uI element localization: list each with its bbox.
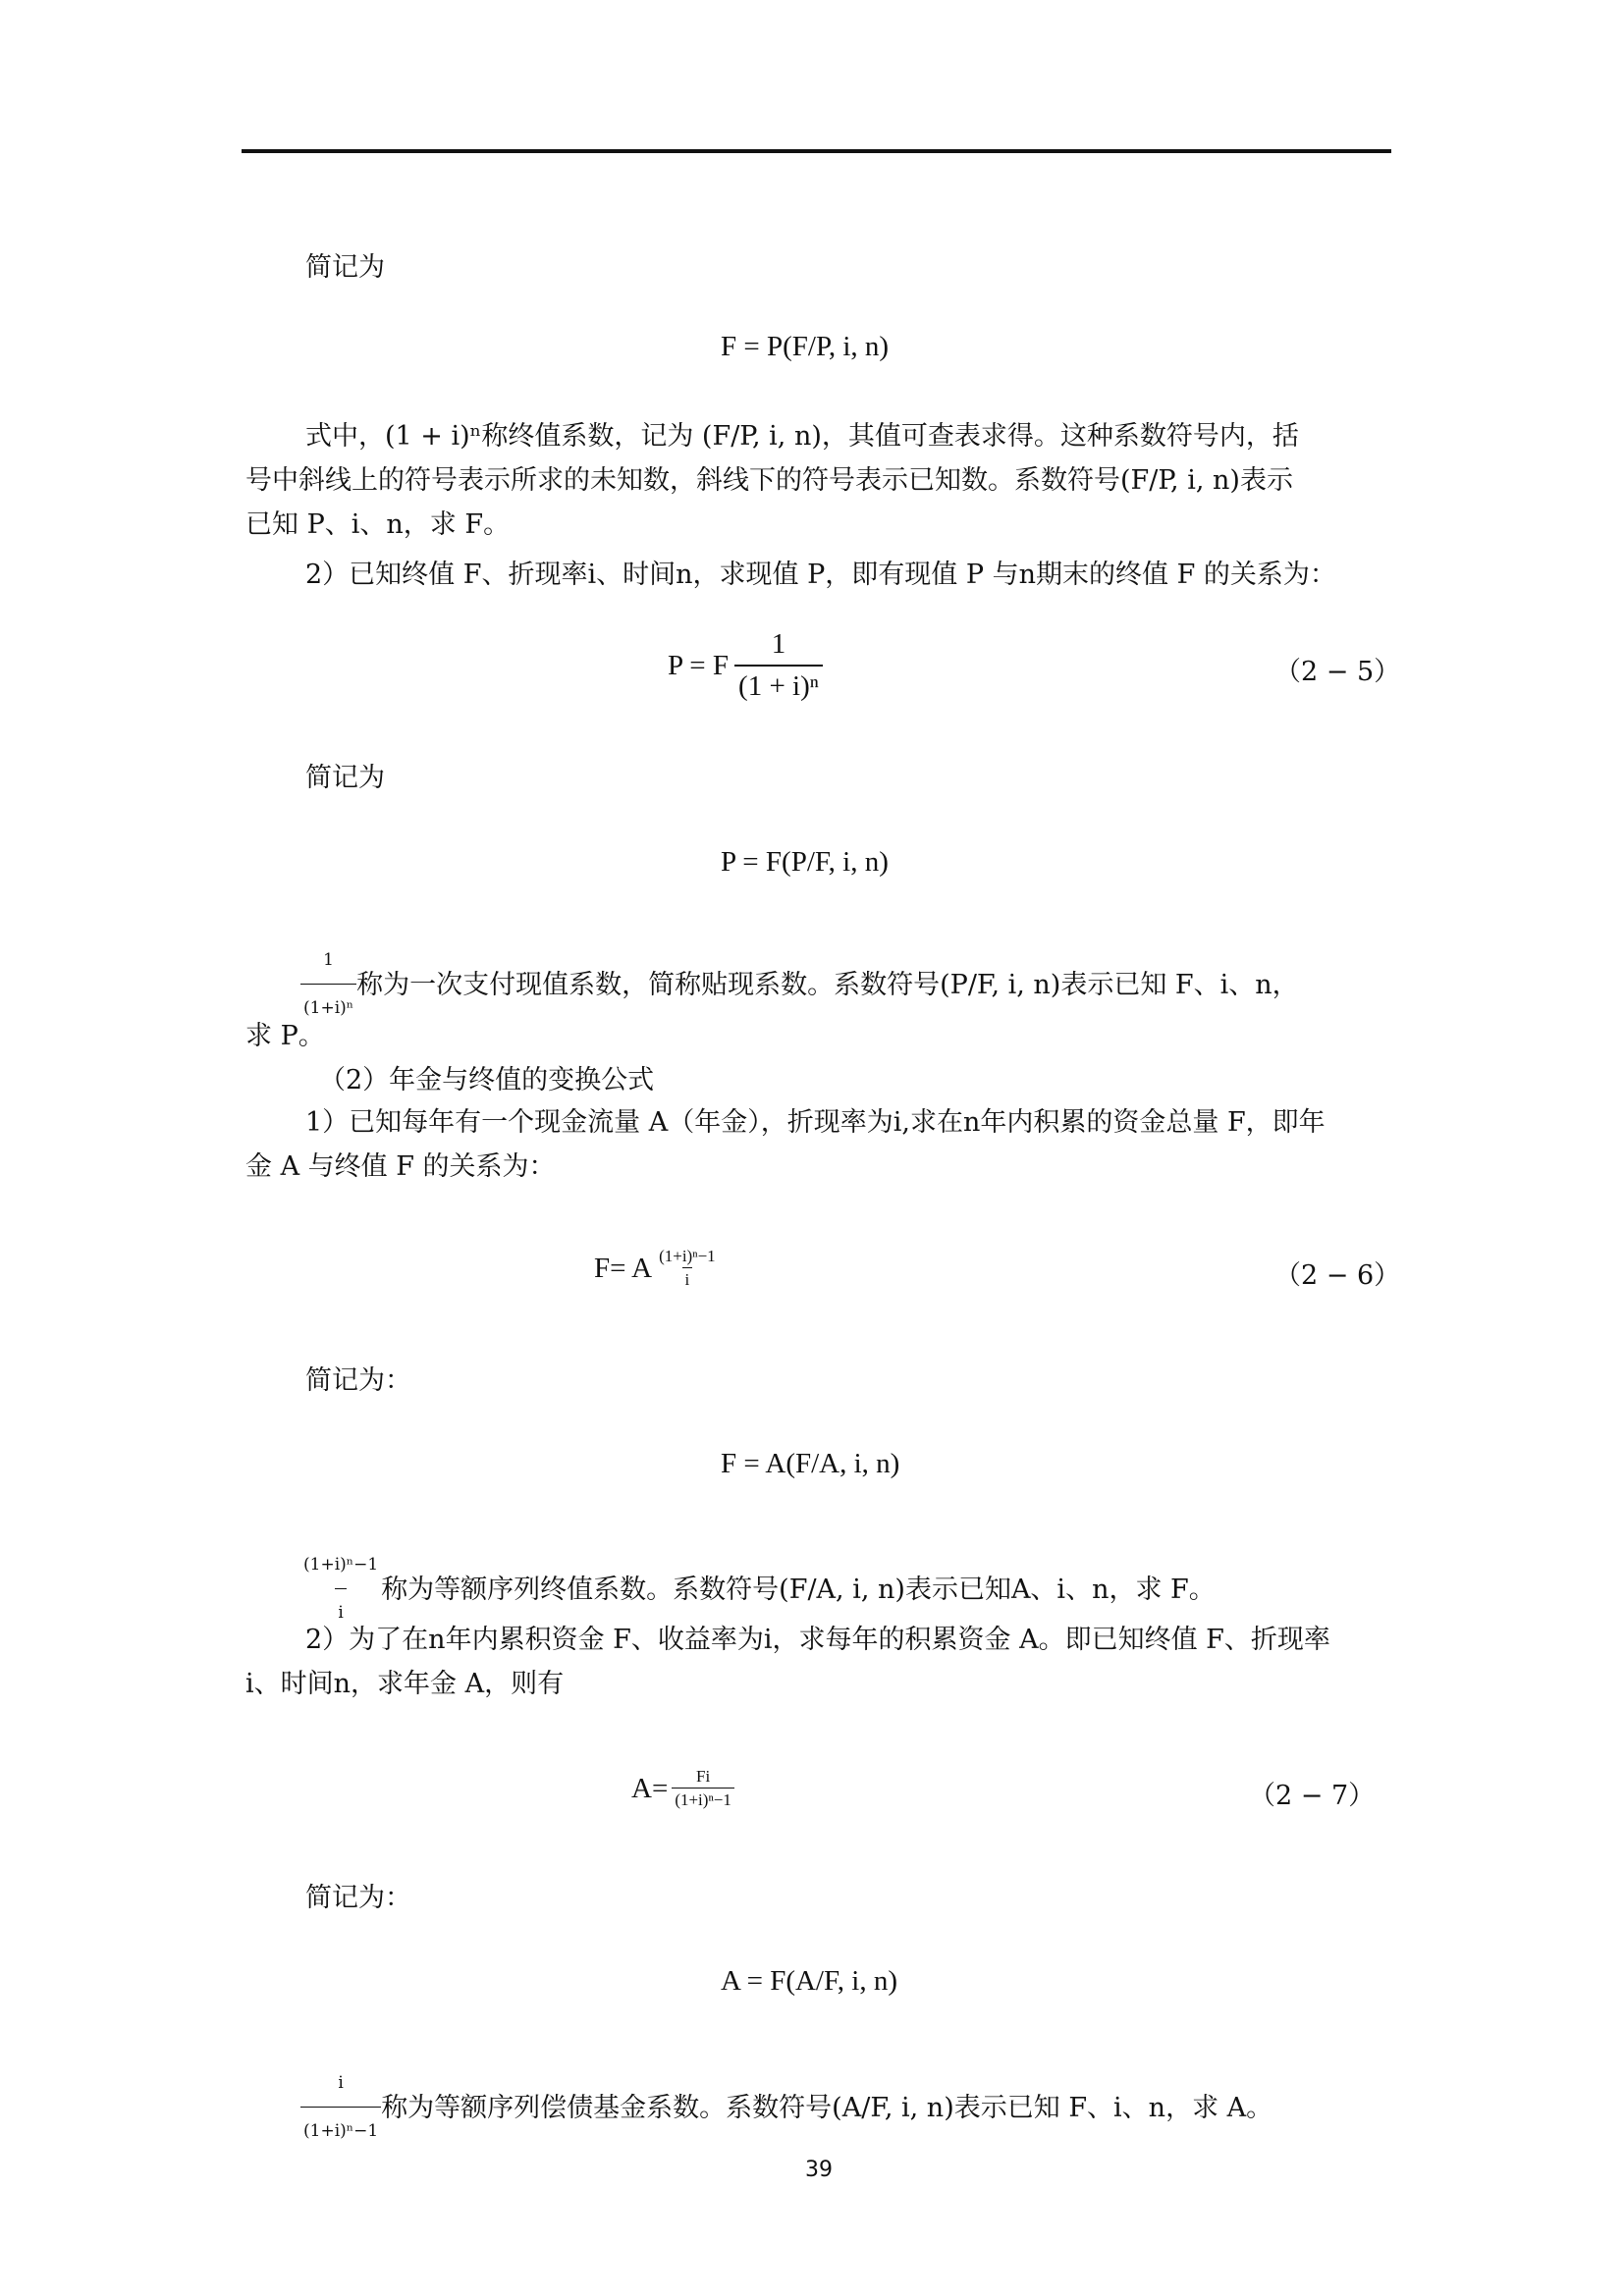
text-jianjiwei-4: 简记为： [305, 1883, 411, 1913]
header-rule [242, 149, 1391, 153]
page-number: 39 [805, 2158, 833, 2182]
equation-lhs: F= A [594, 1252, 653, 1284]
text-jianjiwei-1: 简记为 [305, 252, 385, 283]
inline-fraction [300, 2061, 381, 2154]
equation-f-p: F = P(F/P, i, n) [721, 331, 890, 362]
paragraph-line: 2）已知终值 F、折现率i、时间n，求现值 P，即有现值 P 与n期末的终值 F 的关系为： [305, 560, 1336, 590]
paragraph-line: 2）为了在n年内累积资金 F、收益率为i，求每年的积累资金 A。即已知终值 F、折现率 [305, 1625, 1330, 1655]
equation-number: （2 − 7） [1249, 1781, 1376, 1811]
equation-a-f: A = F(A/F, i, n) [721, 1965, 898, 1997]
fraction [734, 628, 823, 703]
subsection-heading: （2）年金与终值的变换公式 [319, 1065, 655, 1095]
equation-2-5 [668, 628, 823, 703]
equation-number: （2 − 6） [1274, 1260, 1401, 1291]
fraction-numerator: Fi [696, 1767, 711, 1786]
paragraph-line: 号中斜线上的符号表示所求的未知数，斜线下的符号表示已知数。系数符号(F/P, i, n)表示 [245, 465, 1293, 496]
fraction [656, 1247, 719, 1290]
fraction-numerator: (1+i)ⁿ−1 [303, 1555, 379, 1575]
fraction-numerator: (1+i)ⁿ−1 [659, 1247, 716, 1265]
paragraph-line [300, 938, 1299, 1031]
text-jianjiwei-2: 简记为 [305, 763, 385, 793]
equation-2-7 [631, 1767, 734, 1810]
paragraph-text: 称为等额序列偿债基金系数。系数符号(A/F, i, n)表示已知 F、i、n，求 A。 [381, 2092, 1273, 2123]
equation-number: （2 − 5） [1274, 657, 1401, 687]
fraction-numerator: i [338, 2073, 344, 2093]
equation-lhs: A= [631, 1772, 669, 1804]
fraction-denominator: (1+i)ⁿ−1 [300, 2107, 381, 2154]
equation-2-6 [594, 1247, 719, 1290]
paragraph-line: 金 A 与终值 F 的关系为： [245, 1151, 556, 1182]
paragraph-line: i、时间n，求年金 A，则有 [245, 1669, 565, 1699]
text-jianjiwei-3: 简记为： [305, 1365, 411, 1396]
fraction-denominator: (1+i)ⁿ−1 [672, 1788, 734, 1810]
equation-lhs: P = F [668, 649, 730, 681]
paragraph-line: 已知 P、i、n，求 F。 [245, 509, 511, 540]
fraction-denominator: i [335, 1588, 346, 1635]
paragraph-line: 式中，(1 + i)ⁿ称终值系数，记为 (F/P, i, n)，其值可查表求得。这种系数符号内，括 [305, 421, 1299, 452]
equation-p-f: P = F(P/F, i, n) [721, 846, 889, 878]
fraction-denominator: (1 + i)ⁿ [734, 665, 823, 703]
fraction-denominator: (1+i)ⁿ [300, 984, 356, 1031]
equation-f-a: F = A(F/A, i, n) [721, 1448, 900, 1479]
fraction-numerator: 1 [771, 628, 786, 660]
fraction-numerator: 1 [323, 950, 334, 970]
paragraph-line: 1）已知每年有一个现金流量 A（年金），折现率为i,求在n年内积累的资金总量 F，即年 [305, 1107, 1326, 1138]
fraction [672, 1767, 734, 1810]
fraction-denominator: i [682, 1267, 693, 1290]
paragraph-line: 求 P。 [245, 1021, 325, 1051]
paragraph-text: 称为等额序列终值系数。系数符号(F/A, i, n)表示已知A、i、n，求 F。 [381, 1574, 1216, 1605]
paragraph-text: 称为一次支付现值系数，简称贴现系数。系数符号(P/F, i, n)表示已知 F、i、n， [356, 969, 1299, 1000]
paragraph-line [300, 2061, 1272, 2154]
